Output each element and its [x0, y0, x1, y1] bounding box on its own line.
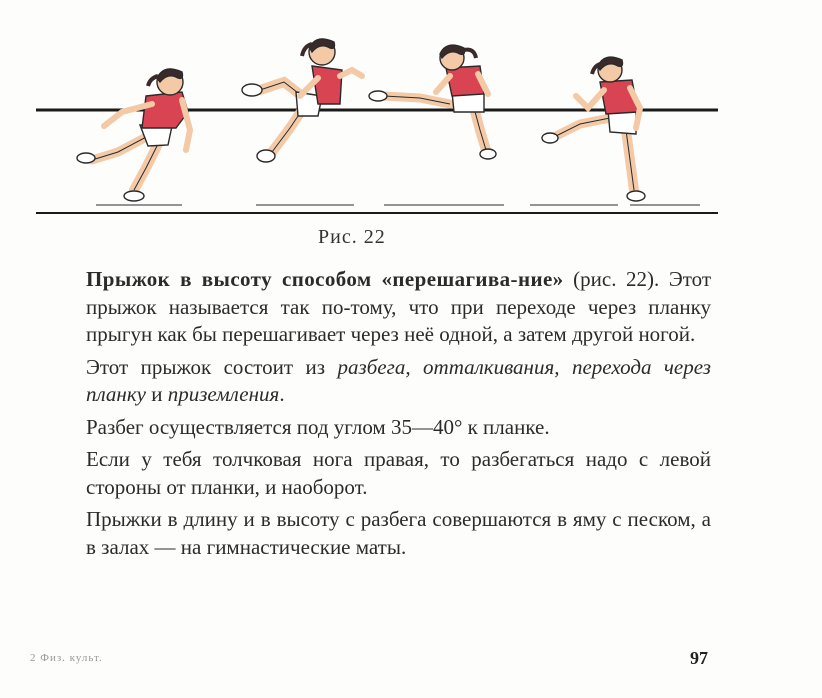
paragraph-1: [86, 266, 711, 349]
paragraph-4: Если у тебя толчковая нога правая, то разбегаться надо с левой стороны от планки, и наоборот.: [86, 447, 711, 499]
signature-mark: 2 Физ. культ.: [30, 652, 103, 664]
paragraph-2: [86, 354, 711, 409]
paragraph-3: Разбег осуществляется под углом 35—40° к планке.: [86, 414, 550, 439]
figure-caption: Рис. 22: [318, 226, 386, 248]
page-number: 97: [690, 648, 708, 668]
jumper-figure-2: [242, 39, 362, 162]
jumper-figure-4: [542, 57, 645, 201]
paragraph-2-mid: и: [145, 382, 168, 406]
paragraph-2-before: Этот прыжок состоит из: [86, 354, 338, 379]
paragraph-1-text: (рис. 22). Этот прыжок называется так по-тому, что при переходе через планку прыгун как бы перешагивает через неё одной, а затем другой ногой.: [86, 267, 712, 346]
body-text: [86, 266, 711, 561]
paragraph-heading: Прыжок в высоту способом «перешагива-ние»: [86, 267, 564, 291]
paragraph-5: Прыжки в длину и в высоту с разбега совершаются в яму с песком, а в залах — на гимнастические маты.: [86, 507, 711, 559]
high-jump-illustration: [0, 0, 822, 230]
jumper-figure-3: [369, 45, 496, 159]
paragraph-2-italic-1: разбега, отталкивания, перехода через планку: [86, 354, 711, 406]
paragraph-2-after: .: [279, 382, 285, 406]
paragraph-2-italic-2: приземления: [167, 382, 280, 406]
jumper-figure-1: [77, 69, 190, 201]
